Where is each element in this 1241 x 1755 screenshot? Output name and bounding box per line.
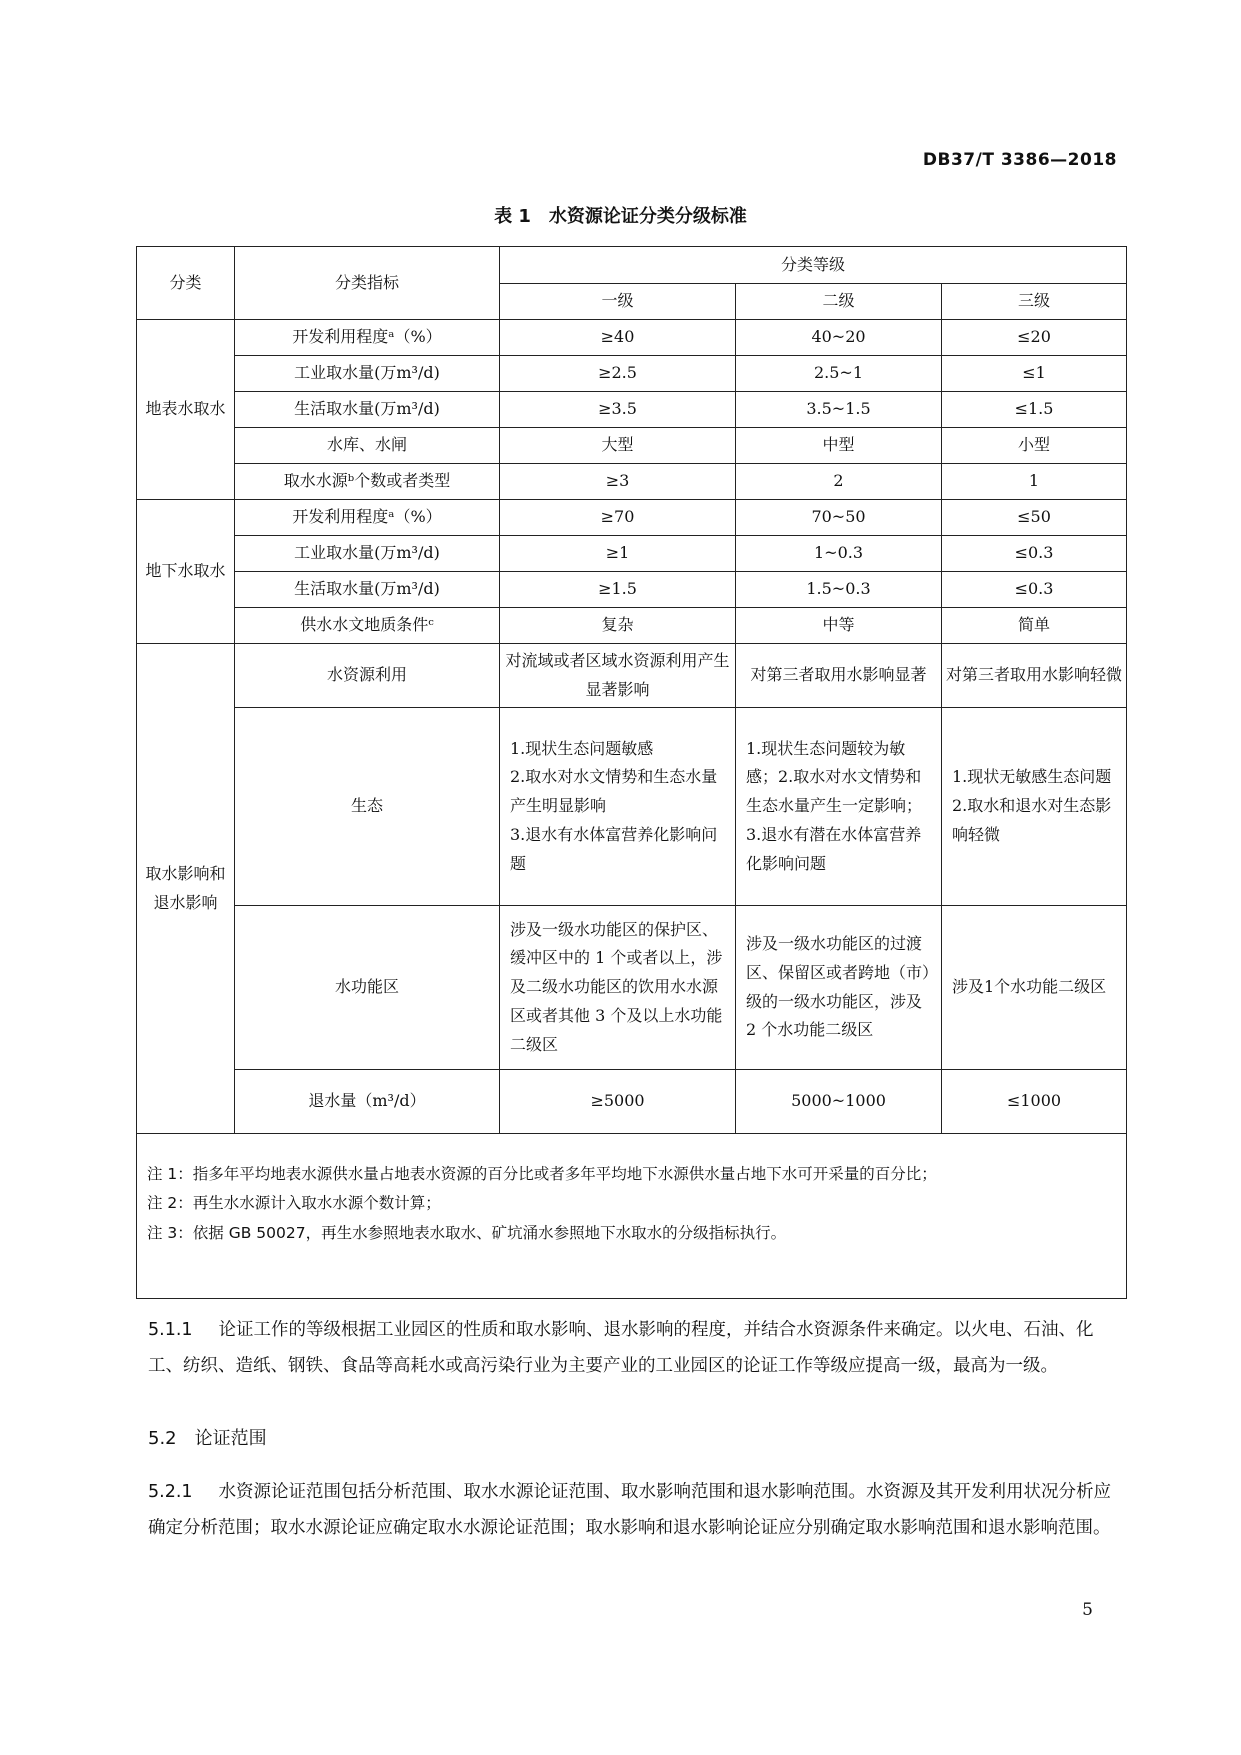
level1-cell: ≥2.5 (500, 356, 736, 392)
level1-cell: ≥40 (500, 320, 736, 356)
indicator-cell: 水功能区 (235, 906, 500, 1070)
indicator-cell: 工业取水量(万m³/d) (235, 536, 500, 572)
level1-cell: 大型 (500, 428, 736, 464)
header-indicator: 分类指标 (235, 247, 500, 320)
level3-cell: 1 (942, 464, 1127, 500)
paragraph-5-2-1 (148, 1474, 1118, 1546)
category-cell: 地表水取水 (137, 320, 235, 500)
level2-cell: 3.5~1.5 (736, 392, 942, 428)
level3-cell: 1.现状无敏感生态问题 2.取水和退水对生态影响轻微 (942, 708, 1127, 906)
level1-cell: ≥3 (500, 464, 736, 500)
level2-cell: 1~0.3 (736, 536, 942, 572)
table-notes (137, 1134, 1127, 1299)
level2-cell: 中型 (736, 428, 942, 464)
level3-cell: ≤1.5 (942, 392, 1127, 428)
header-category: 分类 (137, 247, 235, 320)
section-number: 5.2 (148, 1428, 177, 1449)
level1-cell: 1.现状生态问题敏感 2.取水对水文情势和生态水量产生明显影响 3.退水有水体富营养化影响问题 (500, 708, 736, 906)
level3-cell: ≤0.3 (942, 536, 1127, 572)
level2-cell: 2.5~1 (736, 356, 942, 392)
indicator-cell: 供水水文地质条件ᶜ (235, 608, 500, 644)
header-level2: 二级 (736, 284, 942, 320)
level2-cell: 涉及一级水功能区的过渡区、保留区或者跨地（市）级的一级水功能区，涉及 2 个水功能二级区 (736, 906, 942, 1070)
level1-cell: ≥1.5 (500, 572, 736, 608)
level2-cell: 中等 (736, 608, 942, 644)
level2-cell: 1.现状生态问题较为敏感；2.取水对水文情势和生态水量产生一定影响；3.退水有潜在水体富营养化影响问题 (736, 708, 942, 906)
level3-cell: ≤20 (942, 320, 1127, 356)
page-number: 5 (1082, 1600, 1093, 1620)
level3-cell: 简单 (942, 608, 1127, 644)
level3-cell: ≤0.3 (942, 572, 1127, 608)
indicator-cell: 生态 (235, 708, 500, 906)
level2-cell: 5000~1000 (736, 1070, 942, 1134)
level3-cell: 小型 (942, 428, 1127, 464)
paragraph-number: 5.2.1 (148, 1482, 193, 1502)
level1-cell: 对流域或者区域水资源利用产生显著影响 (500, 644, 736, 708)
note-2: 注 2：再生水水源计入取水水源个数计算； (147, 1194, 441, 1213)
indicator-cell: 生活取水量(万m³/d) (235, 392, 500, 428)
level1-cell: 复杂 (500, 608, 736, 644)
indicator-cell: 水库、水闸 (235, 428, 500, 464)
note-1: 注 1：指多年平均地表水源供水量占地表水资源的百分比或者多年平均地下水源供水量占地下水可开采量的百分比； (147, 1165, 937, 1183)
indicator-cell: 开发利用程度ᵃ（%） (235, 500, 500, 536)
header-level1: 一级 (500, 284, 736, 320)
paragraph-number: 5.1.1 (148, 1320, 193, 1340)
indicator-cell: 水资源利用 (235, 644, 500, 708)
classification-table (136, 246, 1127, 1299)
level3-cell: 涉及1个水功能二级区 (942, 906, 1127, 1070)
level3-cell: 对第三者取用水影响轻微 (942, 644, 1127, 708)
indicator-cell: 工业取水量(万m³/d) (235, 356, 500, 392)
paragraph-text: 水资源论证范围包括分析范围、取水水源论证范围、取水影响范围和退水影响范围。水资源及其开发利用状况分析应确定分析范围；取水水源论证应确定取水水源论证范围；取水影响和退水影响论证应分别确定取水影响范围和退水影响范围。 (148, 1482, 1112, 1538)
level2-cell: 70~50 (736, 500, 942, 536)
level2-cell: 1.5~0.3 (736, 572, 942, 608)
paragraph-text: 论证工作的等级根据工业园区的性质和取水影响、退水影响的程度，并结合水资源条件来确定。以火电、石油、化工、纺织、造纸、钢铁、食品等高耗水或高污染行业为主要产业的工业园区的论证工作等级应提高一级，最高为一级。 (148, 1320, 1094, 1376)
indicator-cell: 退水量（m³/d） (235, 1070, 500, 1134)
indicator-cell: 取水水源ᵇ个数或者类型 (235, 464, 500, 500)
indicator-cell: 生活取水量(万m³/d) (235, 572, 500, 608)
note-3: 注 3：依据 GB 50027，再生水参照地表水取水、矿坑涌水参照地下水取水的分级指标执行。 (147, 1223, 787, 1242)
level1-cell: ≥1 (500, 536, 736, 572)
level1-cell: ≥70 (500, 500, 736, 536)
level1-cell: ≥3.5 (500, 392, 736, 428)
category-cell: 取水影响和退水影响 (137, 644, 235, 1134)
table-title: 表 1 水资源论证分类分级标准 (494, 206, 747, 227)
header-grade: 分类等级 (500, 247, 1127, 284)
header-level3: 三级 (942, 284, 1127, 320)
section-title: 论证范围 (194, 1428, 267, 1449)
level3-cell: ≤1 (942, 356, 1127, 392)
paragraph-5-1-1 (148, 1312, 1118, 1384)
standard-code: DB37/T 3386—2018 (922, 150, 1117, 170)
section-heading-5-2 (148, 1424, 267, 1450)
level2-cell: 2 (736, 464, 942, 500)
category-cell: 地下水取水 (137, 500, 235, 644)
level2-cell: 40~20 (736, 320, 942, 356)
level3-cell: ≤1000 (942, 1070, 1127, 1134)
indicator-cell: 开发利用程度ᵃ（%） (235, 320, 500, 356)
level1-cell: ≥5000 (500, 1070, 736, 1134)
level2-cell: 对第三者取用水影响显著 (736, 644, 942, 708)
level3-cell: ≤50 (942, 500, 1127, 536)
level1-cell: 涉及一级水功能区的保护区、缓冲区中的 1 个或者以上，涉及二级水功能区的饮用水水源区或者其他 3 个及以上水功能二级区 (500, 906, 736, 1070)
